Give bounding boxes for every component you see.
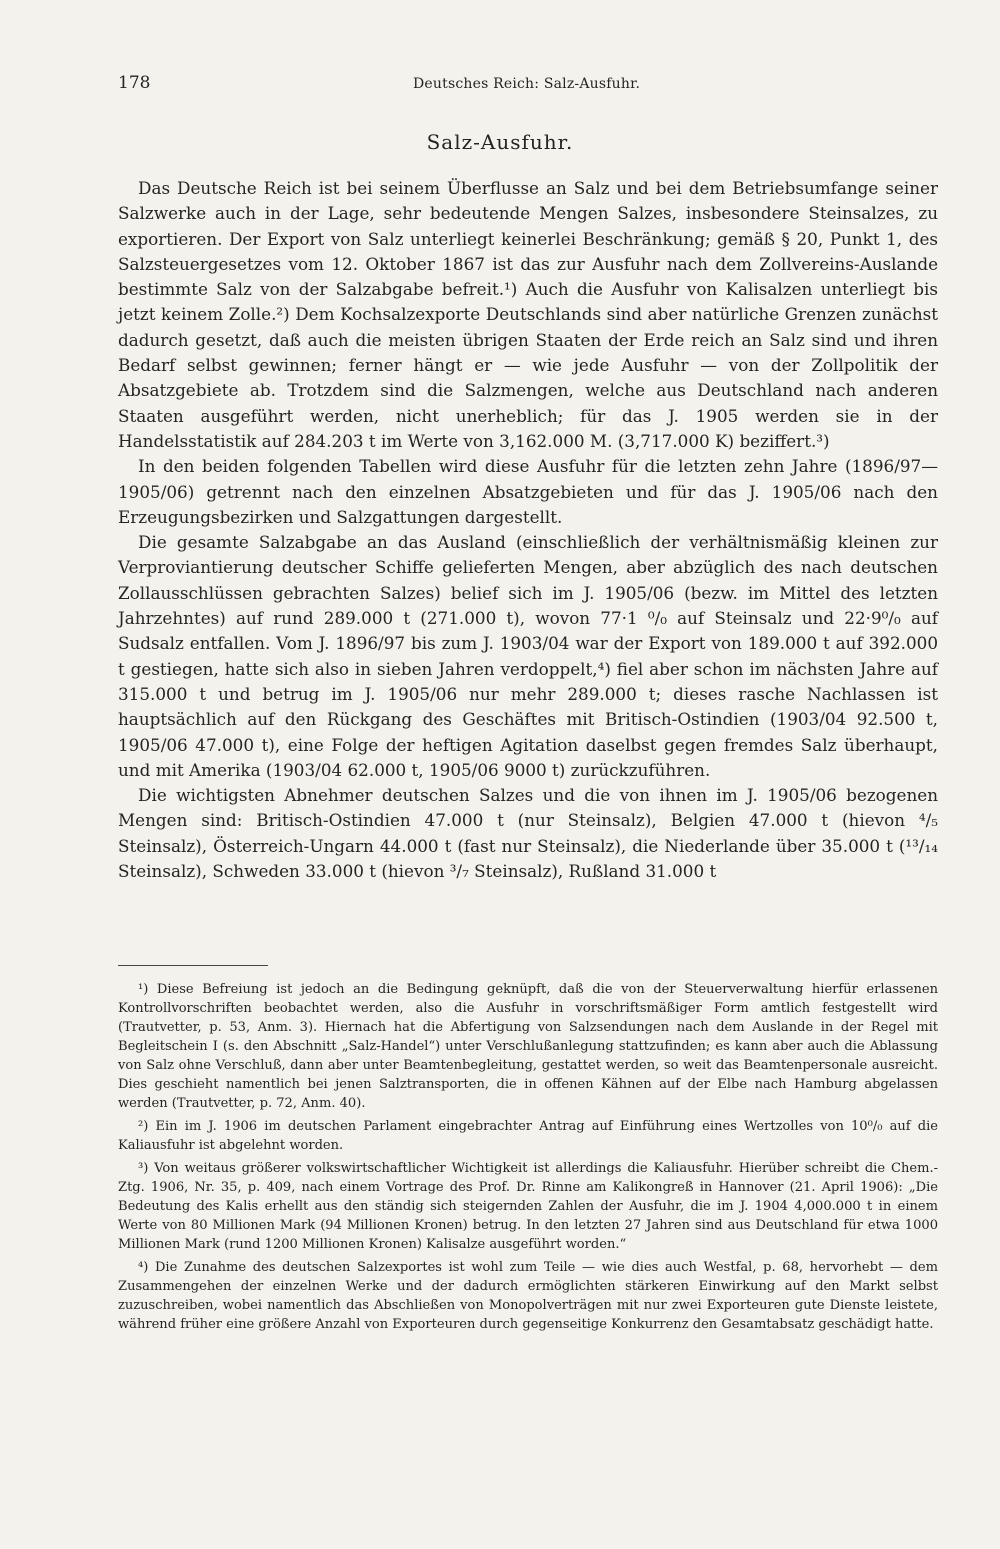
page-header (118, 73, 938, 97)
paragraph: Die wichtigsten Abnehmer deutschen Salzes und die von ihnen im J. 1905/06 bezogenen Mengen sind: Britisch-Ostindien 47.000 t (nur Steinsalz), Belgien 47.000 t (hievon ⁴/₅ Steinsalz), Österreich-Ungarn 44.000 t (fast nur Steinsalz), die Niederlande über 35.000 t (¹³/₁₄ Steinsalz), Schweden 33.000 t (hievon ³/₇ Steinsalz), Rußland 31.000 t (118, 785, 938, 882)
footnote-divider (118, 965, 268, 966)
page-number: 178 (118, 73, 151, 93)
footnote: ³) Von weitaus größerer volkswirtschaftlicher Wichtigkeit ist allerdings die Kaliausfuhr. Hierüber schreibt die Chem.-Ztg. 1906, Nr. 35, p. 409, nach einem Vortrage des Prof. Dr. Rinne am Kalikongreß in Hannover (21. April 1906): „Die Bedeutung des Kalis erhellt aus den ständig sich steigernden Zahlen der Ausfuhr, die im J. 1904 4,000.000 t in einem Werte von 80 Millionen Mark (94 Millionen Kronen) betrug. In den letzten 27 Jahren sind aus Deutschland für etwa 1000 Millionen Mark (rund 1200 Millionen Kronen) Kalisalze ausgeführt worden.“ (118, 1161, 938, 1252)
paragraph: Das Deutsche Reich ist bei seinem Überflusse an Salz und bei dem Betriebsumfange seiner Salzwerke auch in der Lage, sehr bedeutende Mengen Salzes, insbesondere Steinsalzes, zu exportieren. Der Export von Salz unterliegt keinerlei Beschränkung; gemäß § 20, Punkt 1, des Salzsteuergesetzes vom 12. Oktober 1867 ist das zur Ausfuhr nach dem Zollvereins-Auslande bestimmte Salz von der Salzabgabe befreit.¹) Auch die Ausfuhr von Kalisalzen unterliegt bis jetzt keinem Zolle.²) Dem Kochsalzexporte Deutschlands sind aber natürliche Grenzen zunächst dadurch gesetzt, daß auch die meisten übrigen Staaten der Erde reich an Salz sind und ihren Bedarf selbst gewinnen; ferner hängt er — wie jede Ausfuhr — von der Zollpolitik der Absatzgebiete ab. Trotzdem sind die Salzmengen, welche aus Deutschland nach anderen Staaten ausgeführt werden, nicht unerheblich; für das J. 1905 werden sie in der Handelsstatistik auf 284.203 t im Werte von 3,162.000 M. (3,717.000 K) beziffert.³) (118, 178, 938, 451)
running-head: Deutsches Reich: Salz-Ausfuhr. (413, 76, 641, 92)
paragraph: Die gesamte Salzabgabe an das Ausland (einschließlich der verhältnismäßig kleinen zur Verproviantierung deutscher Schiffe gelieferten Mengen, aber abzüglich des nach deutschen Zollausschlüssen gebrachten Salzes) belief sich im J. 1905/06 (bezw. im Mittel des letzten Jahrzehntes) auf rund 289.000 t (271.000 t), wovon 77·1 ⁰/₀ auf Steinsalz und 22·9⁰/₀ auf Sudsalz entfallen. Vom J. 1896/97 bis zum J. 1903/04 war der Export von 189.000 t auf 392.000 t gestiegen, hatte sich also in sieben Jahren verdoppelt,⁴) fiel aber schon im nächsten Jahre auf 315.000 t und betrug im J. 1905/06 nur mehr 289.000 t; dieses rasche Nachlassen ist hauptsächlich auf den Rückgang des Geschäftes mit Britisch-Ostindien (1903/04 92.500 t, 1905/06 47.000 t), eine Folge der heftigen Agitation daselbst gegen fremdes Salz überhaupt, und mit Amerika (1903/04 62.000 t, 1905/06 9000 t) zurückzuführen. (118, 532, 938, 780)
paragraph: In den beiden folgenden Tabellen wird diese Ausfuhr für die letzten zehn Jahre (1896/97—1905/06) getrennt nach den einzelnen Absatzgebieten und für das J. 1905/06 nach den Erzeugungsbezirken und Salzgattungen dargestellt. (118, 456, 938, 527)
footnote: ²) Ein im J. 1906 im deutschen Parlament eingebrachter Antrag auf Einführung eines Wertzolles von 10⁰/₀ auf die Kaliausfuhr ist abgelehnt worden. (118, 1119, 938, 1153)
footnotes (118, 980, 938, 1334)
section-title: Salz-Ausfuhr. (426, 130, 574, 154)
footnote: ¹) Diese Befreiung ist jedoch an die Bedingung geknüpft, daß die von der Steuerverwaltung hierfür erlassenen Kontrollvorschriften beobachtet werden, also die Ausfuhr in vorschriftsmäßiger Form amtlich festgestellt wird (Trautvetter, p. 53, Anm. 3). Hiernach hat die Abfertigung von Salzsendungen nach dem Auslande in der Regel mit Begleitschein I (s. den Abschnitt „Salz-Handel“) unter Verschlußanlegung stattzufinden; es kann aber auch die Ablassung von Salz ohne Verschluß, dann aber unter Beamtenbegleitung, gestattet werden, so weit das Beamtenpersonale ausreicht. Dies geschieht namentlich bei jenen Salztransporten, die in offenen Kähnen auf der Elbe nach Hamburg abgelassen werden (Trautvetter, p. 72, Anm. 40). (118, 982, 938, 1111)
body-text (118, 176, 938, 884)
footnote: ⁴) Die Zunahme des deutschen Salzexportes ist wohl zum Teile — wie dies auch Westfal, p. 68, hervorhebt — dem Zusammengehen der einzelnen Werke und der dadurch ermöglichten stärkeren Einwirkung auf den Markt selbst zuzuschreiben, wobei namentlich das Abschließen von Monopolverträgen mit nur zwei Exporteuren gute Dienste leistete, während früher eine größere Anzahl von Exporteuren durch gegenseitige Konkurrenz den Gesamtabsatz geschädigt hatte. (118, 1260, 938, 1332)
